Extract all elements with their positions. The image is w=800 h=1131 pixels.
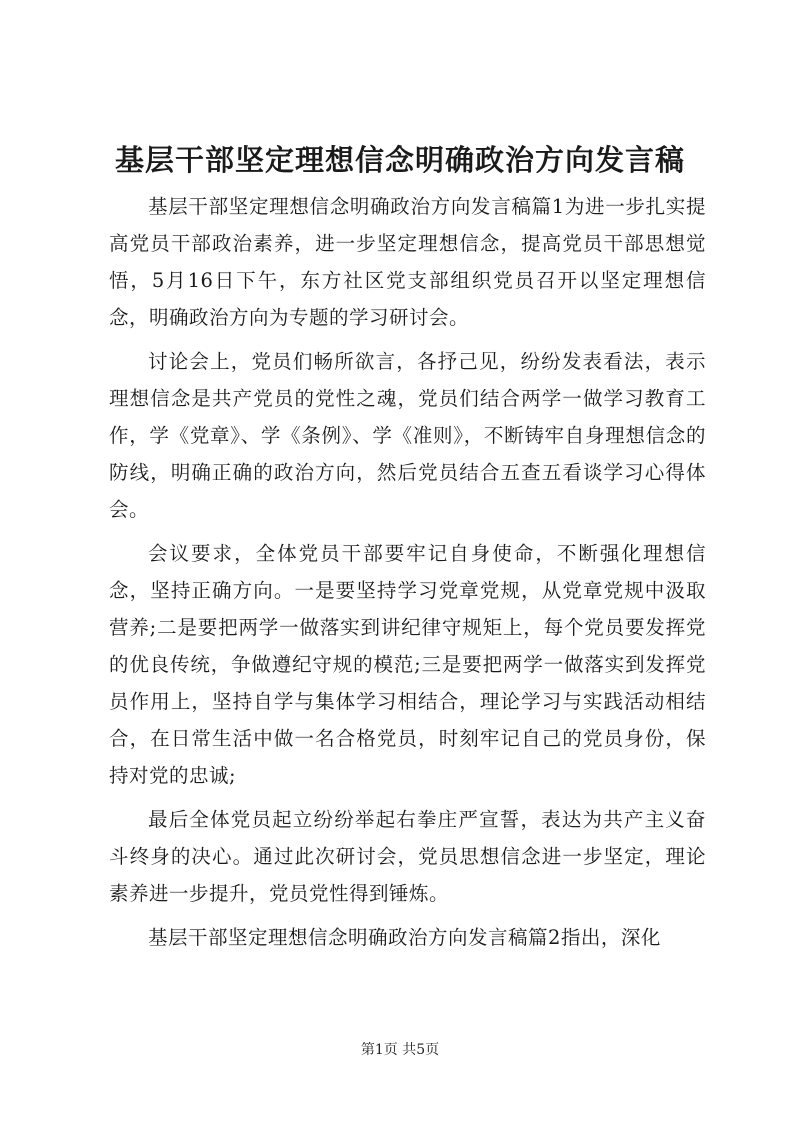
paragraph-4: 最后全体党员起立纷纷举起右拳庄严宣誓，表达为共产主义奋斗终身的决心。通过此次研讨会，党员思想信念进一步坚定，理论素养进一步提升，党员党性得到锤炼。 (109, 808, 706, 905)
document-body (109, 188, 706, 963)
page-number-footer: 第1页 共5页 (360, 1042, 440, 1058)
document-title: 基层干部坚定理想信念明确政治方向发言稿 (114, 143, 685, 177)
paragraph-2: 讨论会上，党员们畅所欲言，各抒己见，纷纷发表看法，表示理想信念是共产党员的党性之魂，党员们结合两学一做学习教育工作，学《党章》、学《条例》、学《准则》，不断铸牢自身理想信念的防线，明确正确的政治方向，然后党员结合五查五看谈学习心得体会。 (109, 350, 706, 521)
paragraph-1: 基层干部坚定理想信念明确政治方向发言稿篇1为进一步扎实提高党员干部政治素养，进一步坚定理想信念，提高党员干部思想觉悟，5月16日下午，东方社区党支部组织党员召开以坚定理想信念，明确政治方向为专题的学习研讨会。 (109, 195, 706, 329)
paragraph-3: 会议要求，全体党员干部要牢记自身使命，不断强化理想信念，坚持正确方向。一是要坚持学习党章党规，从党章党规中汲取营养;二是要把两学一做落实到讲纪律守规矩上，每个党员要发挥党的优良传统，争做遵纪守规的模范;三是要把两学一做落实到发挥党员作用上，坚持自学与集体学习相结合，理论学习与实践活动相结合，在日常生活中做一名合格党员，时刻牢记自己的党员身份，保持对党的忠诚; (109, 542, 706, 787)
paragraph-5: 基层干部坚定理想信念明确政治方向发言稿篇2指出，深化 (148, 926, 661, 949)
